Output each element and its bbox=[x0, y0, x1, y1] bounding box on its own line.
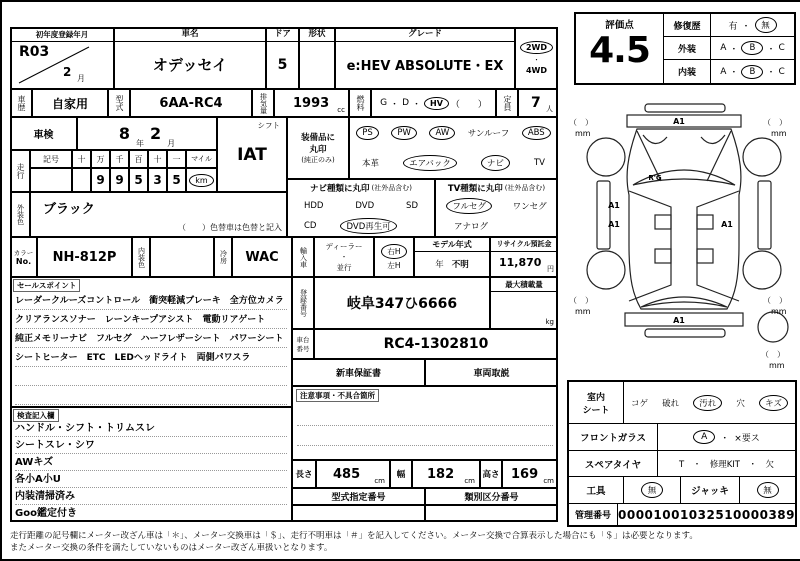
recycle-cell bbox=[490, 237, 558, 277]
exterior-a: A bbox=[720, 43, 727, 53]
grade-cell bbox=[335, 27, 515, 89]
chassis-label-cell bbox=[292, 329, 314, 359]
exterior-label: 外装 bbox=[664, 37, 711, 59]
equipment-header-1: 装備品に bbox=[300, 133, 335, 143]
equip-tv: TV bbox=[533, 158, 545, 168]
chassis-value: RC4-1302810 bbox=[314, 329, 558, 359]
navi-type-header: ナビ種類に丸印 bbox=[310, 184, 370, 194]
separator-dot: ・ bbox=[390, 99, 400, 110]
drive-4wd: 4WD bbox=[525, 66, 548, 75]
mileage-digit: 3 bbox=[148, 168, 167, 192]
diagram-front-mark: A1 bbox=[673, 117, 685, 126]
sales-point-line bbox=[15, 387, 287, 405]
mileage-digit: 5 bbox=[167, 168, 186, 192]
shape-value bbox=[300, 41, 334, 88]
handle-right: 右H bbox=[381, 244, 406, 259]
shaken-value-cell bbox=[77, 117, 217, 150]
check-box bbox=[10, 407, 292, 522]
corner-mark: （ ） bbox=[763, 296, 787, 305]
corner-unit: mm bbox=[575, 129, 591, 138]
navi-type-note: (社外品含む) bbox=[371, 184, 412, 192]
equip-aw: AW bbox=[429, 126, 455, 140]
color-no-label-1: カラー bbox=[13, 249, 34, 257]
import-label-cell bbox=[292, 237, 314, 277]
corner-unit: mm bbox=[575, 307, 591, 316]
spare-tire-row bbox=[569, 451, 795, 477]
shaken-month: 2 bbox=[150, 124, 162, 143]
seat-row bbox=[569, 382, 795, 424]
check-line: 内装清掃済み bbox=[15, 489, 287, 505]
interior-b: B bbox=[741, 65, 763, 79]
reg-month-unit: 月 bbox=[77, 74, 85, 83]
exterior-b: B bbox=[741, 41, 763, 55]
separator-dot: ・ bbox=[766, 44, 776, 55]
seat-scratch: キズ bbox=[759, 395, 788, 411]
grade-label: グレード bbox=[336, 28, 514, 42]
seat-stain: 汚れ bbox=[693, 395, 722, 411]
recycle-unit: 円 bbox=[547, 265, 554, 273]
shift-label: シフト bbox=[257, 121, 280, 130]
height-label: 高さ bbox=[480, 460, 502, 488]
seat-label-1: 室内 bbox=[586, 392, 605, 403]
sales-points-box bbox=[10, 277, 292, 407]
reg-month: 2 bbox=[63, 65, 72, 79]
color-no-label-cell bbox=[10, 237, 37, 277]
drive-separator: ・ bbox=[533, 56, 540, 64]
interior-row bbox=[664, 60, 794, 83]
fuel-hybrid: HV bbox=[424, 97, 449, 110]
capacity-value: 7 bbox=[531, 95, 541, 111]
car-name-label: 車名 bbox=[115, 28, 265, 42]
max-load-label: 最大積載量 bbox=[491, 278, 557, 292]
windshield-row bbox=[569, 424, 795, 451]
reg-no-label: 登録番号 bbox=[299, 289, 308, 317]
shift-cell bbox=[217, 117, 287, 192]
recycle-label: リサイクル預託金 bbox=[491, 238, 557, 252]
model-year-value: 不明 bbox=[451, 259, 469, 270]
condition-table bbox=[567, 380, 797, 527]
notes-line bbox=[297, 445, 553, 446]
windshield-a: A bbox=[693, 430, 715, 444]
ext-color-label: 外装色 bbox=[16, 204, 25, 225]
jack-value: 無 bbox=[757, 482, 779, 498]
separator-dot: ・ bbox=[412, 99, 422, 110]
model-code: 6AA-RC4 bbox=[130, 89, 252, 117]
reg-year: R03 bbox=[19, 44, 50, 60]
shape-label: 形状 bbox=[300, 28, 334, 42]
sales-point-line: シートヒーター ETC LEDヘッドライト 両側パワスラ bbox=[15, 349, 287, 367]
check-line: ハンドル・シフト・トリムスレ bbox=[15, 421, 287, 437]
shaken-year-unit: 年 bbox=[136, 139, 144, 148]
width-value: 182 bbox=[427, 467, 455, 482]
ac-value: WAC bbox=[232, 237, 292, 277]
windshield-rest: ×要ス bbox=[734, 433, 760, 444]
manual-cell: 車両取説 bbox=[425, 359, 558, 386]
import-dealer-cell bbox=[314, 237, 374, 277]
car-name: オデッセイ bbox=[152, 56, 228, 74]
check-line: 各小A小U bbox=[15, 472, 287, 488]
tv-analog: アナログ bbox=[454, 222, 489, 232]
ext-color-cell bbox=[30, 192, 287, 237]
diagram-left-mark: A1 bbox=[608, 201, 620, 210]
fuel-paren: （ ） bbox=[450, 99, 487, 110]
fuel-cell bbox=[371, 89, 496, 117]
ext-color-note: （ ）色替車は色替と記入 bbox=[178, 223, 282, 232]
navi-sd: SD bbox=[406, 201, 418, 211]
history-label: 車歴 bbox=[17, 95, 26, 111]
diagram-right-mark: A1 bbox=[721, 220, 733, 229]
exterior-c: C bbox=[778, 43, 785, 53]
diagram-left-mark: A1 bbox=[608, 220, 620, 229]
designation-label: 型式指定番号 bbox=[292, 488, 425, 505]
equip-airbag: エアバック bbox=[403, 155, 457, 171]
check-line: シートスレ・シワ bbox=[15, 438, 287, 454]
registration-label: 初年度登録年月 bbox=[11, 28, 113, 42]
navi-cd: CD bbox=[304, 221, 317, 231]
repair-yes: 有 bbox=[728, 21, 738, 32]
int-color-label: 内装色 bbox=[137, 246, 146, 268]
shape-cell bbox=[299, 27, 335, 89]
sales-point-line: レーダークルーズコントロール 衝突軽減ブレーキ 全方位カメラ bbox=[15, 292, 287, 310]
repair-label: 修復歴 bbox=[664, 14, 711, 36]
tool-label: 工具 bbox=[569, 477, 624, 503]
digit-header: 万 bbox=[91, 150, 110, 168]
digit-header: 十 bbox=[148, 150, 167, 168]
equip-ps: PS bbox=[356, 126, 379, 140]
history-label-cell bbox=[10, 89, 32, 117]
length-unit: cm bbox=[374, 477, 385, 485]
length-cell bbox=[316, 460, 390, 488]
drive-2wd: 2WD bbox=[520, 41, 553, 54]
separator-dot: ・ bbox=[729, 68, 739, 78]
recycle-value: 11,870 bbox=[499, 256, 542, 269]
digit-header: 一 bbox=[167, 150, 186, 168]
length-value: 485 bbox=[333, 467, 361, 482]
fuel-diesel: D bbox=[402, 98, 409, 108]
fuel-gasoline: G bbox=[380, 98, 388, 108]
score-cell bbox=[576, 14, 664, 83]
seat-hole: 穴 bbox=[736, 398, 745, 409]
navi-dvd-play: DVD再生可 bbox=[340, 218, 396, 234]
score-label: 評価点 bbox=[605, 20, 634, 31]
import-dealer: ディーラー bbox=[325, 242, 363, 251]
designation-value bbox=[292, 505, 425, 522]
color-no-label-2: No. bbox=[15, 257, 32, 266]
spare-tire-icon bbox=[758, 312, 788, 342]
corner-unit: mm bbox=[771, 307, 787, 316]
separator-dot: ・ bbox=[720, 433, 730, 444]
seat-label-cell bbox=[569, 382, 624, 423]
ext-color-label-cell bbox=[10, 192, 30, 237]
displacement-cell bbox=[274, 89, 349, 117]
check-box-tag: 検査記入欄 bbox=[13, 409, 59, 422]
footer-note-2: またメーター交換の条件を満たしていないものはメーター改ざん車扱いとなります。 bbox=[10, 543, 333, 553]
repair-no: 無 bbox=[755, 17, 777, 33]
equipment-header-cell bbox=[287, 117, 349, 179]
int-color-value bbox=[150, 237, 214, 277]
fuel-label: 燃料 bbox=[356, 95, 365, 111]
equip-navi: ナビ bbox=[481, 155, 510, 171]
chassis-label-1: 車台 bbox=[296, 336, 310, 344]
management-label: 管理番号 bbox=[569, 504, 618, 525]
sales-points-tag: セールスポイント bbox=[13, 279, 80, 292]
height-value: 169 bbox=[511, 467, 539, 482]
evaluation-box bbox=[574, 12, 796, 85]
management-row bbox=[569, 504, 795, 525]
mileage-digit: 9 bbox=[110, 168, 129, 192]
equip-abs: ABS bbox=[522, 126, 551, 140]
check-line: Goo鑑定付き bbox=[15, 508, 77, 519]
footer-note-1: 走行距離の記号欄にメーター改ざん車は「＊」、メーター交換車は「＄」、走行不明車は「＃」を記入してください。メーター交換で合算表示した場合にも「＄」は必要となります。 bbox=[10, 531, 698, 541]
ac-label-cell bbox=[214, 237, 232, 277]
registration-cell bbox=[10, 27, 114, 89]
shift-value: IAT bbox=[237, 144, 267, 165]
import-label: 輸入車 bbox=[299, 246, 308, 268]
interior-label: 内装 bbox=[664, 60, 711, 83]
interior-a: A bbox=[720, 66, 727, 77]
displacement-value: 1993 bbox=[293, 96, 330, 111]
model-year-cell bbox=[414, 237, 490, 277]
mileage-digit: 5 bbox=[129, 168, 148, 192]
height-unit: cm bbox=[543, 477, 554, 485]
seat-burn: コゲ bbox=[631, 398, 649, 409]
corner-mark: （ ） bbox=[763, 118, 787, 127]
equip-leather: 本革 bbox=[362, 159, 380, 169]
max-load-cell bbox=[490, 277, 558, 329]
separator-dot: ・ bbox=[741, 21, 751, 32]
classification-value bbox=[425, 505, 558, 522]
width-unit: cm bbox=[464, 477, 475, 485]
car-damage-diagram bbox=[567, 95, 797, 378]
mileage-symbol-value bbox=[30, 168, 72, 192]
grade-value: e:HEV ABSOLUTE・EX bbox=[346, 59, 504, 74]
diagram-rear-mark: A1 bbox=[673, 316, 685, 325]
tools-row bbox=[569, 477, 795, 504]
tv-fullseg: フルセグ bbox=[446, 198, 492, 214]
import-parallel: 並行 bbox=[336, 263, 352, 272]
width-label: 幅 bbox=[390, 460, 412, 488]
windshield-label: フロントガラス bbox=[569, 424, 658, 450]
navi-type-cell bbox=[287, 179, 435, 237]
digit-header: 百 bbox=[129, 150, 148, 168]
separator-dot: ・ bbox=[766, 68, 776, 78]
seat-label-2: シート bbox=[582, 405, 610, 416]
car-name-cell bbox=[114, 27, 266, 89]
corner-unit: mm bbox=[771, 129, 787, 138]
spare-tire-label: スペアタイヤ bbox=[569, 451, 658, 476]
mileage-km: km bbox=[189, 174, 213, 187]
reg-no-value: 岐阜347ひ6666 bbox=[314, 277, 490, 329]
tool-value: 無 bbox=[641, 482, 663, 498]
int-color-label-cell bbox=[132, 237, 150, 277]
corner-unit: mm bbox=[769, 361, 785, 370]
capacity-label: 定員 bbox=[503, 95, 512, 111]
handle-cell bbox=[374, 237, 414, 277]
capacity-cell bbox=[518, 89, 558, 117]
model-label-cell bbox=[108, 89, 130, 117]
reg-no-label-cell bbox=[292, 277, 314, 329]
equipment-header-3: (純正のみ) bbox=[301, 156, 335, 164]
length-label: 長さ bbox=[292, 460, 316, 488]
capacity-unit: 人 bbox=[546, 105, 553, 113]
equip-pw: PW bbox=[391, 126, 417, 140]
equipment-items-cell bbox=[349, 117, 558, 179]
corner-mark: （ ） bbox=[569, 118, 593, 127]
corner-mark: （ ） bbox=[569, 296, 593, 305]
interior-c: C bbox=[778, 66, 785, 77]
seat-tear: 破れ bbox=[662, 398, 680, 409]
diagram-windshield-mark: R'G bbox=[648, 174, 662, 182]
digit-header: 十 bbox=[72, 150, 91, 168]
tv-type-header: TV種類に丸印 bbox=[447, 184, 503, 194]
max-load-unit: kg bbox=[545, 318, 554, 326]
repair-row bbox=[664, 14, 794, 37]
sales-point-line bbox=[15, 368, 287, 386]
mileage-digit bbox=[72, 168, 91, 192]
spare-tire-value: T ・ 修理KIT ・ 欠 bbox=[679, 459, 774, 470]
door-count: 5 bbox=[277, 56, 288, 73]
sales-point-line: 純正メモリーナビ フルセグ ハーフレザーシート パワーシート bbox=[15, 330, 287, 348]
navi-hdd: HDD bbox=[303, 201, 324, 211]
management-number: 00001001032510000389 bbox=[618, 507, 795, 522]
notes-line bbox=[297, 425, 553, 426]
door-cell bbox=[266, 27, 299, 89]
displacement-unit: cc bbox=[337, 106, 345, 114]
door-label: ドア bbox=[267, 28, 298, 42]
shaken-label: 車検 bbox=[10, 117, 77, 150]
history-value: 自家用 bbox=[32, 89, 108, 117]
fuel-label-cell bbox=[349, 89, 371, 117]
width-cell bbox=[412, 460, 480, 488]
mileage-unit-cell bbox=[186, 168, 217, 192]
separator-dot: ・ bbox=[340, 253, 348, 261]
mileage-mile-header: マイル bbox=[186, 150, 217, 168]
exterior-row bbox=[664, 37, 794, 60]
classification-label: 類別区分番号 bbox=[425, 488, 558, 505]
handle-left: 左H bbox=[387, 260, 401, 270]
height-cell bbox=[502, 460, 558, 488]
ac-label: 冷房 bbox=[219, 250, 228, 264]
tv-type-cell bbox=[435, 179, 558, 237]
chassis-label-2: 番号 bbox=[296, 345, 310, 353]
capacity-label-cell bbox=[496, 89, 518, 117]
drive-cell bbox=[515, 27, 558, 89]
mileage-digit: 9 bbox=[91, 168, 110, 192]
model-year-label: モデル年式 bbox=[415, 238, 489, 252]
sales-point-line: クリアランスソナー レーンキープアシスト 電動リアゲート bbox=[15, 311, 287, 329]
shaken-year: 8 bbox=[118, 124, 130, 143]
separator-dot: ・ bbox=[729, 44, 739, 55]
displacement-label-cell bbox=[252, 89, 274, 117]
ext-color-value: ブラック bbox=[43, 202, 95, 217]
model-year-unit: 年 bbox=[435, 259, 444, 270]
mileage-label-cell bbox=[10, 150, 30, 192]
check-line: AWキズ bbox=[15, 455, 287, 471]
shaken-month-unit: 月 bbox=[167, 139, 176, 148]
tv-oneseg: ワンセグ bbox=[512, 202, 547, 212]
navi-dvd: DVD bbox=[355, 201, 375, 211]
notes-box bbox=[292, 386, 558, 460]
corner-mark: （ ） bbox=[761, 350, 785, 359]
registration-value bbox=[11, 41, 113, 88]
jack-label: ジャッキ bbox=[681, 477, 740, 503]
warranty-cell: 新車保証書 bbox=[292, 359, 425, 386]
equip-sunroof: サンルーフ bbox=[467, 129, 510, 139]
digit-header: 千 bbox=[110, 150, 129, 168]
notes-tag: 注意事項・不具合箇所 bbox=[296, 389, 379, 402]
score-value: 4.5 bbox=[589, 30, 650, 71]
mileage-symbol-header: 記号 bbox=[30, 150, 72, 168]
displacement-label: 排気量 bbox=[259, 92, 268, 114]
tv-type-note: (社外品含む) bbox=[504, 184, 546, 192]
model-label: 型式 bbox=[115, 95, 124, 111]
equipment-header-2: 丸印 bbox=[309, 145, 327, 155]
mileage-label: 走行 bbox=[16, 163, 25, 179]
color-no-value: NH-812P bbox=[37, 237, 132, 277]
